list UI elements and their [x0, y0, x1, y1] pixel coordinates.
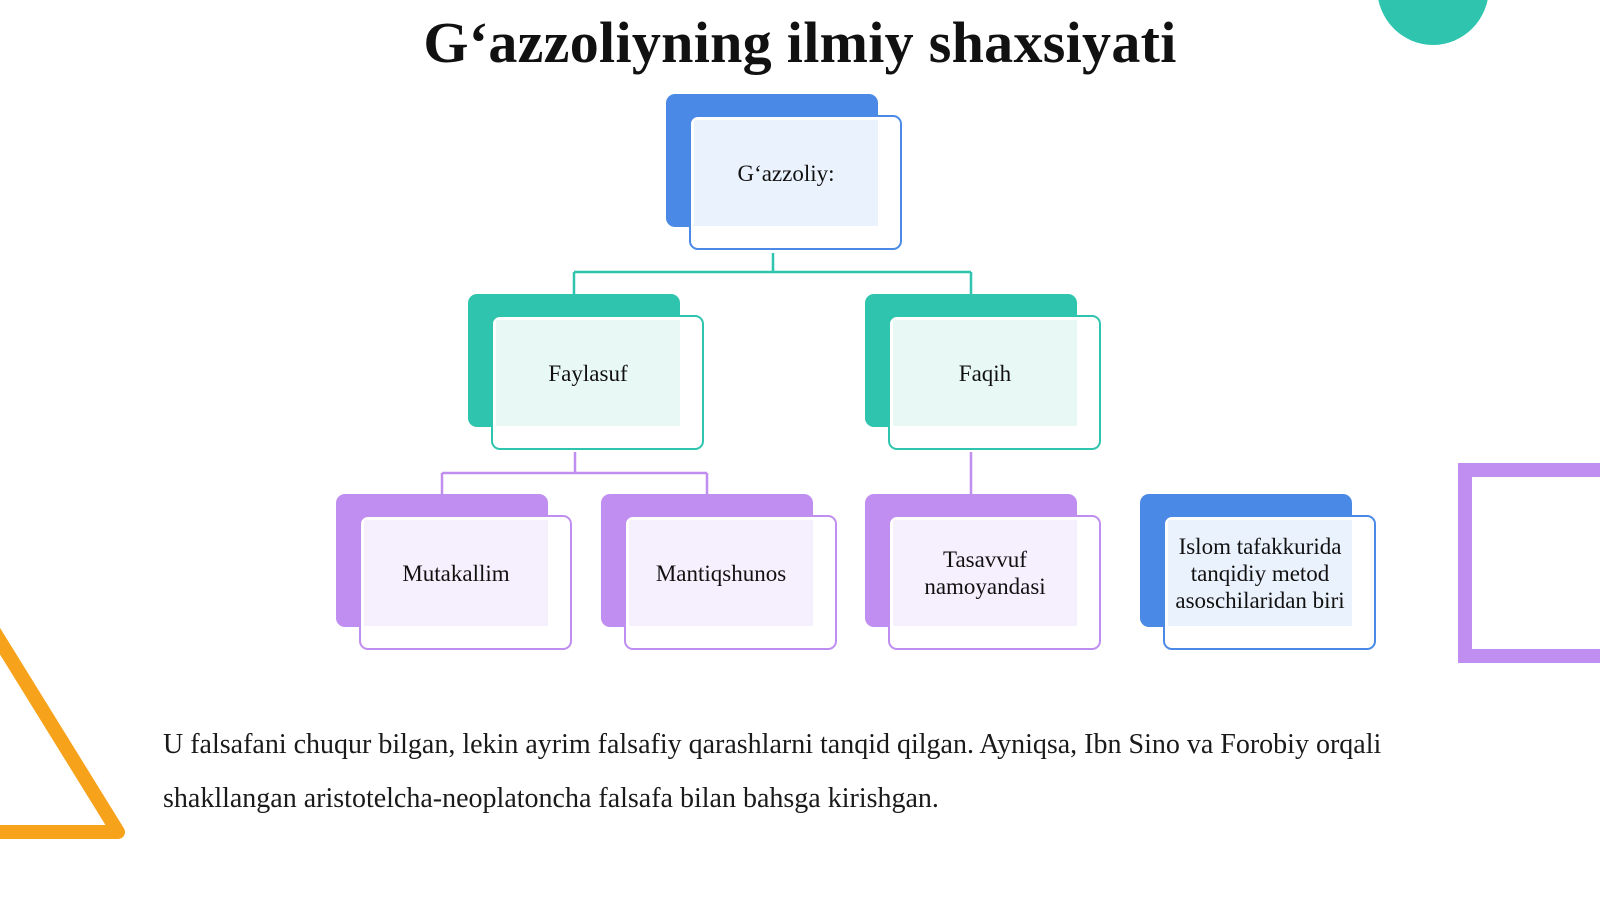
node-card [689, 115, 902, 250]
node-mantiqshunos [601, 494, 816, 631]
node-card [491, 315, 704, 450]
node-mutakallim [336, 494, 551, 631]
node-root-gazzoliy [666, 94, 881, 231]
node-card [1163, 515, 1376, 650]
decorative-purple-square [1458, 463, 1600, 663]
node-label: G‘azzoliy: [694, 120, 878, 226]
node-tasavvuf-namoyandasi [865, 494, 1080, 631]
node-label: Faylasuf [496, 320, 680, 426]
node-faylasuf [468, 294, 683, 431]
decorative-orange-triangle [0, 620, 140, 850]
node-label: Tasavvuf namoyandasi [893, 520, 1077, 626]
body-paragraph: U falsafani chuqur bilgan, lekin ayrim falsafiy qarashlarni tanqid qilgan. Ayniqsa, Ibn Sino va Forobiy orqali shakllangan aristotelcha-neoplatoncha falsafa bilan bahsga kirishgan. [163, 729, 1382, 814]
node-card [888, 315, 1101, 450]
node-tanqidiy-metod [1140, 494, 1355, 631]
node-card [624, 515, 837, 650]
node-label: Islom tafakkurida tanqidiy metod asoschilaridan biri [1168, 520, 1352, 626]
node-card [888, 515, 1101, 650]
node-label: Mantiqshunos [629, 520, 813, 626]
node-card [359, 515, 572, 650]
slide-title: G‘azzoliyning ilmiy shaxsiyati [423, 10, 1177, 75]
node-faqih [865, 294, 1080, 431]
node-label: Mutakallim [364, 520, 548, 626]
node-label: Faqih [893, 320, 1077, 426]
